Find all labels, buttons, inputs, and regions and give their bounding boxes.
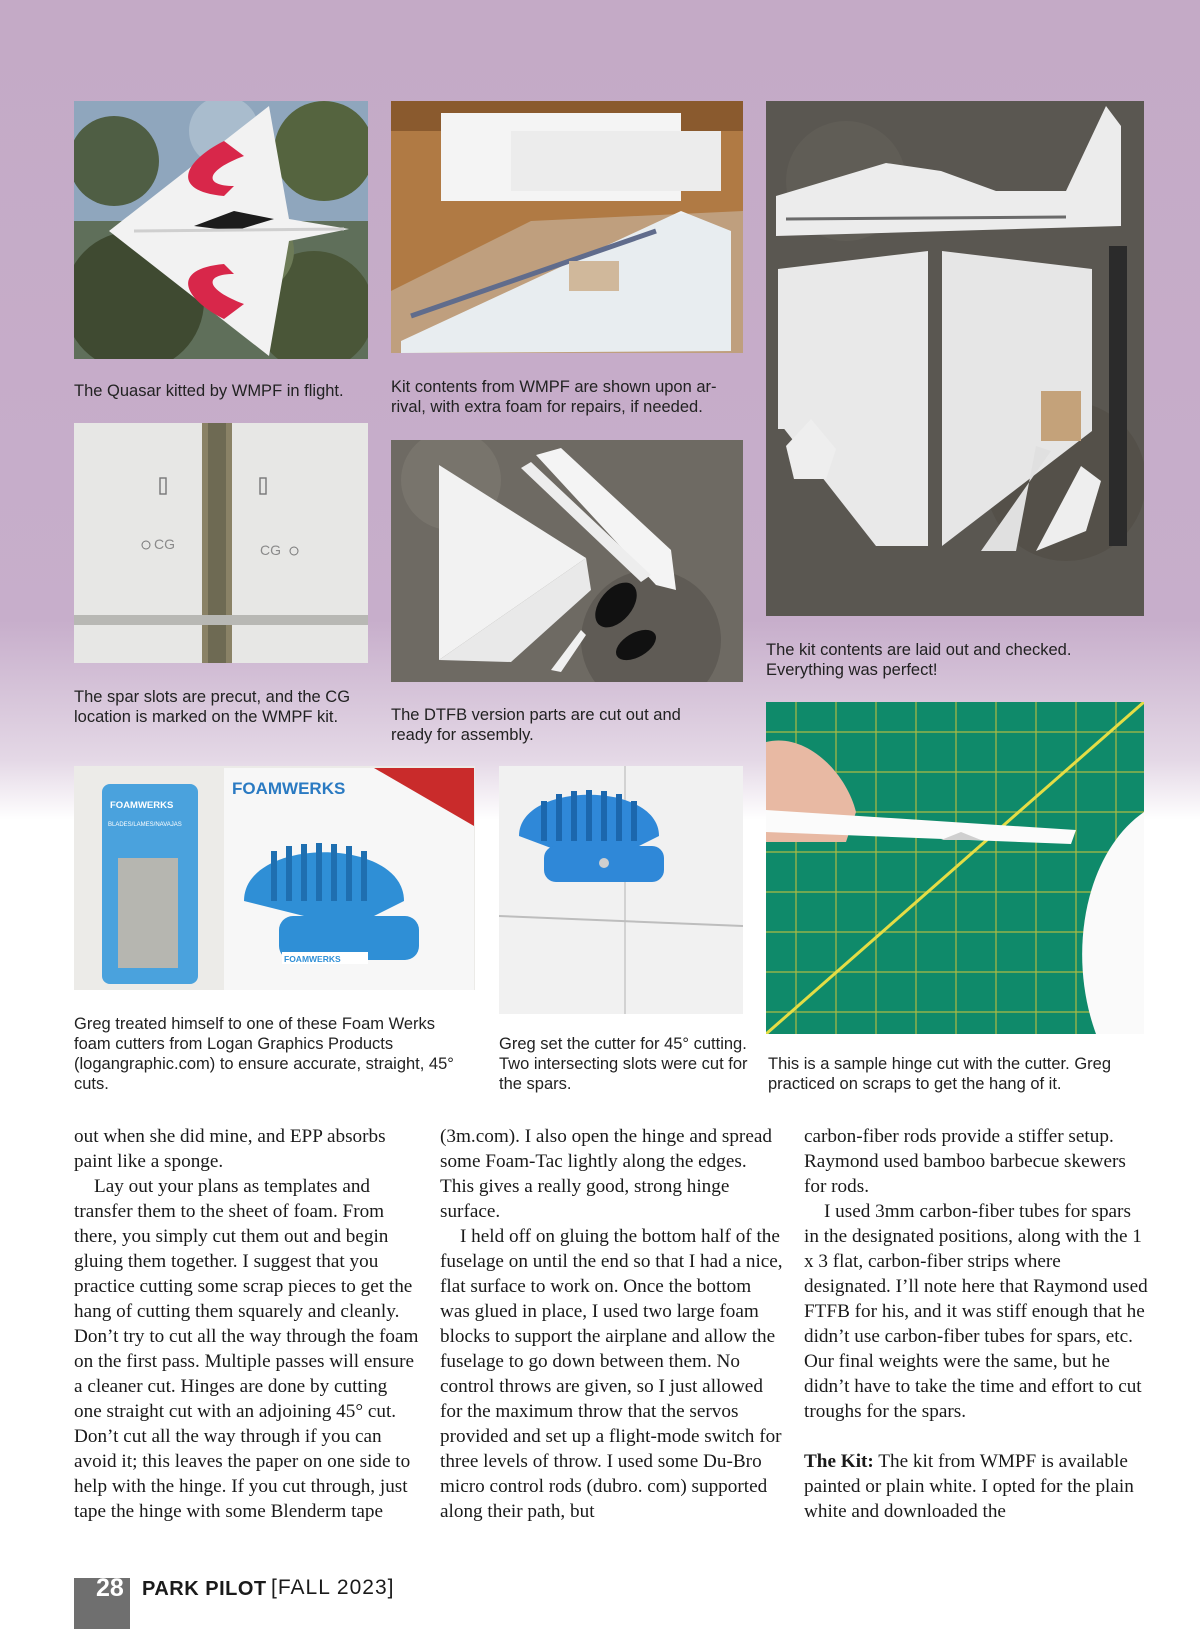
caption-foam-cutters: Greg treated himself to one of these Foam Werks foam cutters from Logan Graphics Products (logangraphic.com) to ensure accurate, straight, 45° cuts. [74, 1015, 454, 1093]
article-column-1 [74, 1124, 419, 1524]
photo-kit-laid-out [766, 101, 1144, 616]
blades-brand-label: FOAMWERKS [110, 800, 174, 811]
caption-spar-slots: The spar slots are precut, and the CG location is marked on the WMPF kit. [74, 688, 351, 726]
issue-label: [FALL 2023] [271, 1576, 395, 1599]
paragraph: carbon-fiber rods provide a stiffer setup. Raymond used bamboo barbecue skewers for rods. [804, 1126, 1126, 1197]
caption-hinge-sample: This is a sample hinge cut with the cutter. Greg practiced on scraps to get the hang of it. [768, 1055, 1111, 1093]
foamwerks-brand-label: FOAMWERKS [232, 779, 346, 798]
article-column-2 [440, 1124, 785, 1524]
caption-kit-arrival: Kit contents from WMPF are shown upon ar-rival, with extra foam for repairs, if needed. [391, 378, 717, 416]
paragraph: Lay out your plans as templates and transfer them to the sheet of foam. From there, you simply cut them out and begin gluing them together. I suggest that you practice cutting some scrap pieces to get the hang of cutting them squarely and cleanly. Don’t try to cut all the way through the foam on the first pass. Multiple passes will ensure a cleaner cut. Hinges are done by cutting one straight cut with an adjoining 45° cut. Don’t cut all the way through if you can avoid it; this leaves the paper on one side to help with the hinge. If you cut through, just tape the hinge with some Blenderm tape [74, 1176, 419, 1522]
cg-mark-right: CG [260, 542, 281, 558]
kit-heading: The Kit: [804, 1451, 874, 1472]
kit-paragraph [804, 1449, 1149, 1524]
cutter-body-label: FOAMWERKS [284, 954, 341, 964]
blades-line-label: BLADES/LAMES/NAVAJAS [108, 822, 182, 828]
caption-kit-laid-out: The kit contents are laid out and checked. Everything was perfect! [766, 641, 1072, 679]
caption-cutter-set: Greg set the cutter for 45° cutting. Two intersecting slots were cut for the spars. [499, 1035, 748, 1093]
paragraph: out when she did mine, and EPP absorbs paint like a sponge. [74, 1126, 386, 1172]
photo-kit-arrival [391, 101, 743, 353]
caption-quasar-flight: The Quasar kitted by WMPF in flight. [74, 382, 344, 400]
photo-quasar-flight [74, 101, 368, 359]
photo-dtfb-parts [391, 440, 743, 682]
kit-text: The kit from WMPF is available painted or plain white. I opted for the plain white and downloaded the [804, 1451, 1134, 1522]
paragraph: (3m.com). I also open the hinge and spread some Foam-Tac lightly along the edges. This gives a really good, strong hinge surface. [440, 1126, 772, 1222]
photo-foam-cutters [74, 766, 475, 990]
cg-mark-left: CG [154, 536, 175, 552]
article-column-3 [804, 1124, 1149, 1524]
photo-cutter-set [499, 766, 743, 1014]
photo-hinge-sample [766, 702, 1144, 1034]
page-number: 28 [96, 1574, 124, 1602]
paragraph: I held off on gluing the bottom half of the fuselage on until the end so that I had a nice, flat surface to work on. Once the bottom was glued in place, I used two large foam blocks to support the airplane and allow the fuselage to go down between them. No control throws are given, so I just allowed for the maximum throw that the servos provided and set up a flight-mode switch for three levels of throw. I used some Du-Bro micro control rods (dubro. com) supported along their path, but [440, 1226, 783, 1522]
photo-spar-slots [74, 423, 368, 663]
magazine-name: PARK PILOT [142, 1578, 267, 1600]
caption-dtfb-parts: The DTFB version parts are cut out and ready for assembly. [391, 706, 681, 744]
paragraph: I used 3mm carbon-fiber tubes for spars in the designated positions, along with the 1 x 3 flat, carbon-fiber strips where designated. I’ll note here that Raymond used FTFB for his, and it was stiff enough that he didn’t use carbon-fiber tubes for spars, etc. Our final weights were the same, but he didn’t have to take the time and effort to cut troughs for the spars. [804, 1201, 1148, 1422]
